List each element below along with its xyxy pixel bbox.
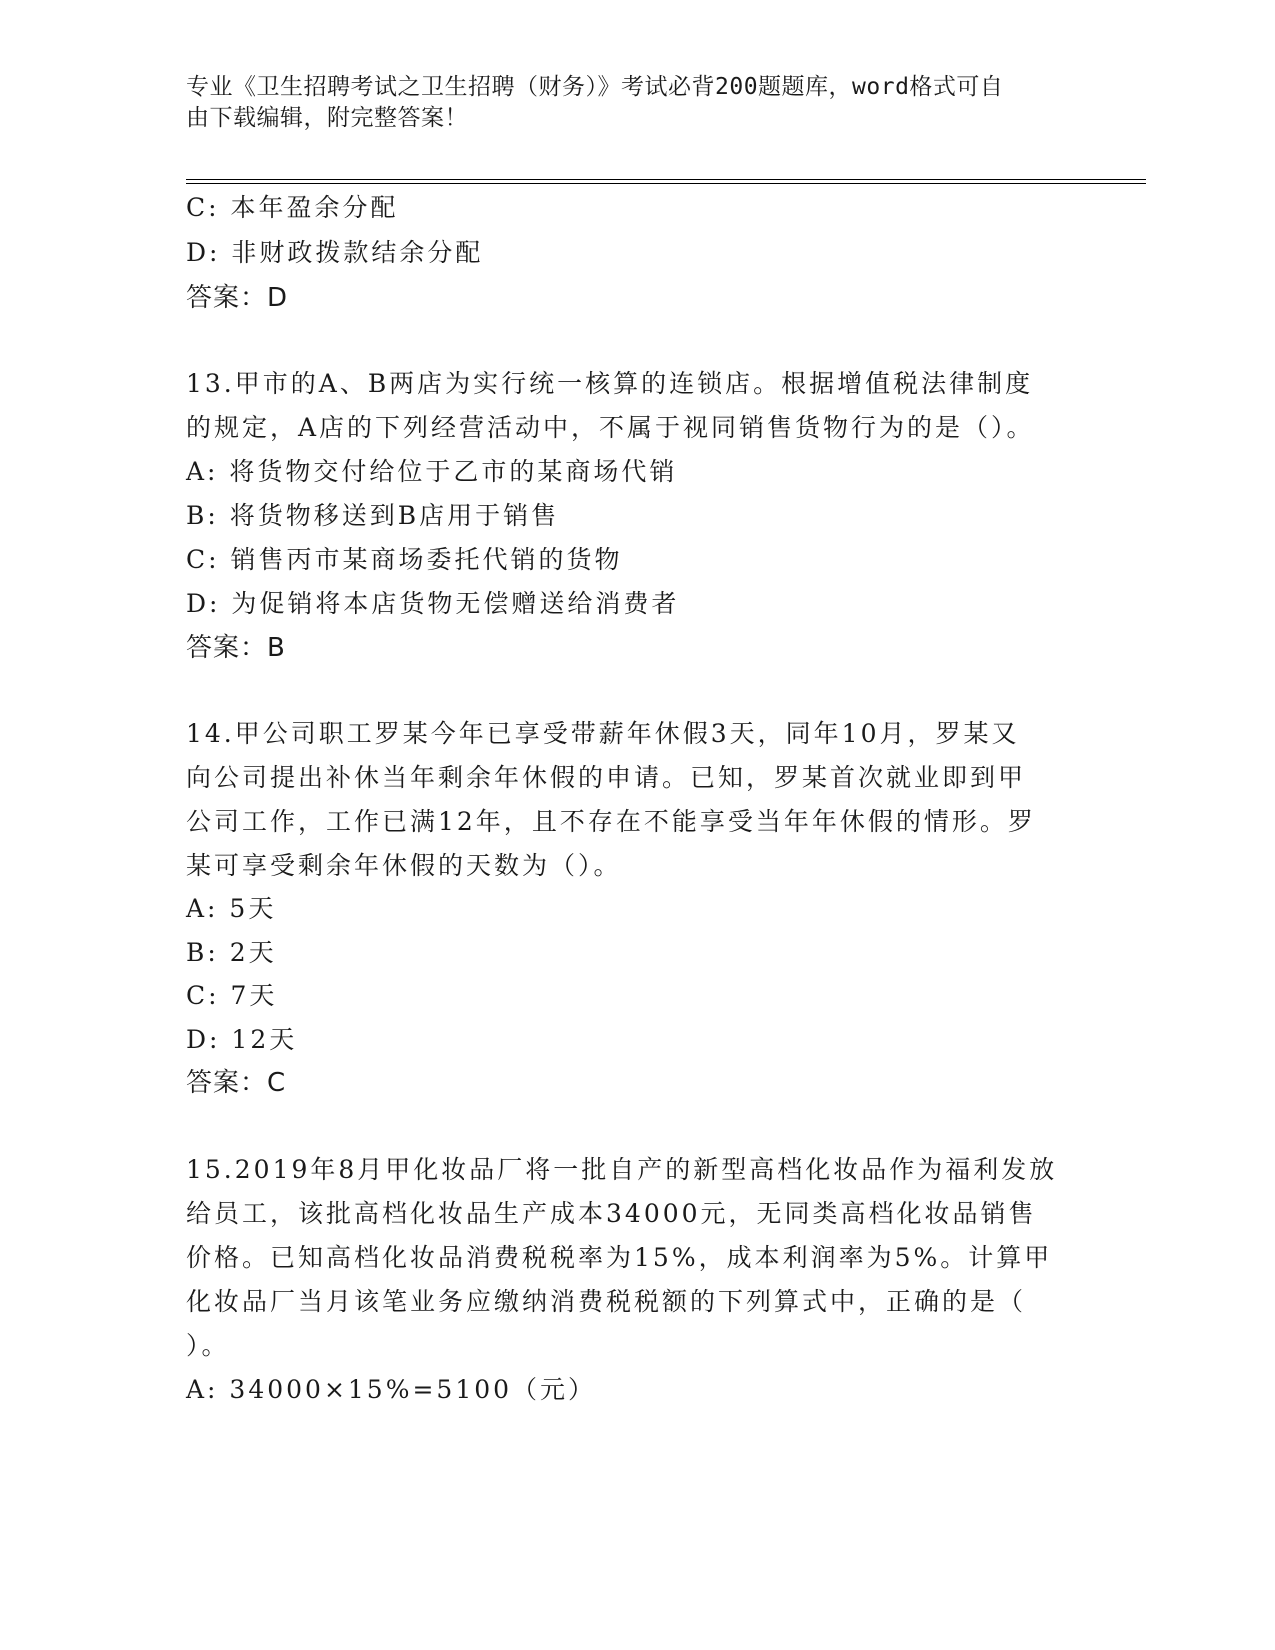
q15-stem-line-5: ）。 [186,1331,230,1360]
q15-stem-line-1: 15.2019年8月甲化妆品厂将一批自产的新型高档化妆品作为福利发放 [186,1155,1058,1184]
page-header [186,72,1066,134]
q15-stem-line-4: 化妆品厂当月该笔业务应缴纳消费税税额的下列算式中，正确的是（ [186,1287,1027,1316]
q13-stem-line-2: 的规定，A店的下列经营活动中，不属于视同销售货物行为的是（）。 [186,413,1035,442]
header-line-2: 由下载编辑，附完整答案！ [186,105,468,131]
q15-option-a: A: 34000×15%=5100（元） [186,1375,597,1404]
q14-option-c: C: 7天 [186,981,278,1010]
q13-option-c: C: 销售丙市某商场委托代销的货物 [186,545,623,574]
q14-stem-line-2: 向公司提出补休当年剩余年休假的申请。已知，罗某首次就业即到甲 [186,763,1027,792]
q15-stem-line-2: 给员工，该批高档化妆品生产成本34000元，无同类高档化妆品销售 [186,1199,1037,1228]
q12-answer: 答案：D [186,283,289,313]
header-rule-top [186,179,1146,180]
header-rule-bottom [186,183,1146,184]
q13-option-a: A: 将货物交付给位于乙市的某商场代销 [186,457,678,486]
q14-stem-line-3: 公司工作，工作已满12年，且不存在不能享受当年年休假的情形。罗 [186,807,1036,836]
q12-option-d: D: 非财政拨款结余分配 [186,238,484,267]
q14-option-b: B: 2天 [186,938,277,967]
q15-stem-line-3: 价格。已知高档化妆品消费税税率为15%，成本利润率为5%。计算甲 [186,1243,1053,1272]
q13-answer: 答案：B [186,633,286,663]
q14-option-a: A: 5天 [186,894,277,923]
q13-option-d: D: 为促销将本店货物无偿赠送给消费者 [186,589,680,618]
q13-option-b: B: 将货物移送到B店用于销售 [186,501,560,530]
q14-option-d: D: 12天 [186,1025,298,1054]
header-line-1: 专业《卫生招聘考试之卫生招聘（财务）》考试必背200题题库，word格式可自 [186,74,1004,100]
q12-option-c: C: 本年盈余分配 [186,193,399,222]
q14-stem-line-4: 某可享受剩余年休假的天数为（）。 [186,851,622,880]
q14-answer: 答案：C [186,1068,287,1098]
q14-stem-line-1: 14.甲公司职工罗某今年已享受带薪年休假3天，同年10月，罗某又 [186,719,1020,748]
q13-stem-line-1: 13.甲市的A、B两店为实行统一核算的连锁店。根据增值税法律制度 [186,369,1034,398]
